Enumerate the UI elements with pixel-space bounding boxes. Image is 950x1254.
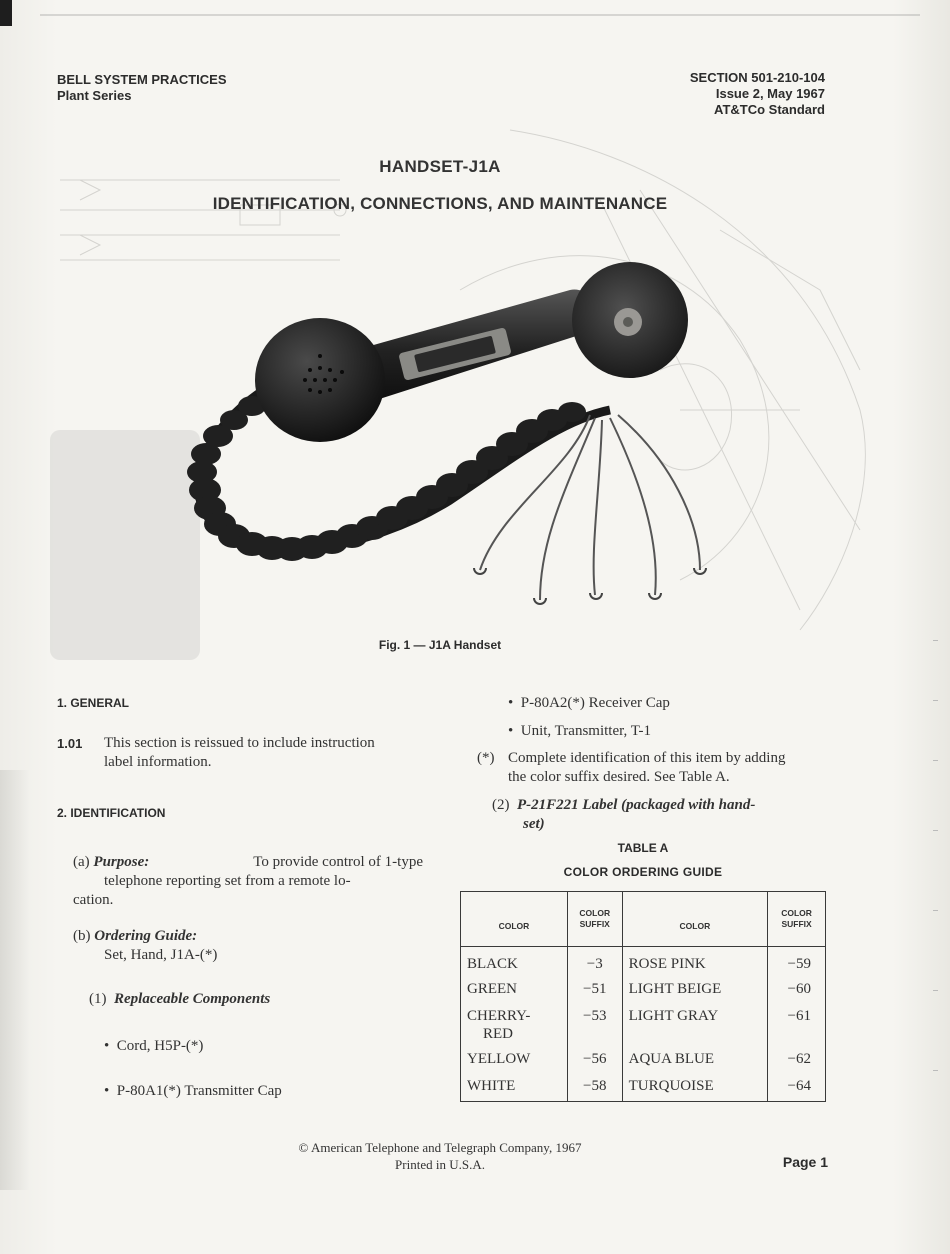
item-ordering-guide bbox=[73, 927, 217, 965]
item-purpose bbox=[73, 853, 423, 910]
column-header: COLOR bbox=[622, 892, 767, 947]
edge-tick bbox=[933, 990, 938, 991]
section-heading-general: 1. GENERAL bbox=[57, 696, 130, 710]
paragraph-line: This section is reissued to include instruction bbox=[104, 735, 375, 751]
color-cell: ROSE PINK bbox=[622, 947, 767, 977]
note-line: the color suffix desired. See Table A. bbox=[508, 769, 730, 785]
item-term: Replaceable Components bbox=[114, 991, 271, 1007]
item-label: (1) bbox=[89, 991, 107, 1007]
item-text: Set, Hand, J1A-(*) bbox=[104, 947, 218, 963]
color-ordering-table bbox=[460, 891, 826, 1102]
item-label: (b) bbox=[73, 928, 91, 944]
edge-tick bbox=[933, 910, 938, 911]
section-number: SECTION 501-210-104 bbox=[689, 70, 825, 85]
component-text: P-80A2(*) Receiver Cap bbox=[520, 695, 670, 711]
component-text: P-80A1(*) Transmitter Cap bbox=[116, 1083, 282, 1099]
color-cell: WHITE bbox=[461, 1073, 568, 1102]
color-cell: CHERRY- RED bbox=[461, 1003, 568, 1046]
label-item bbox=[492, 796, 755, 834]
document-title: HANDSET-J1A bbox=[379, 157, 501, 176]
item-term: P-21F221 Label (packaged with hand- bbox=[517, 797, 756, 813]
item-term: Ordering Guide: bbox=[94, 928, 198, 944]
item-text: telephone reporting set from a remote lo- bbox=[104, 873, 351, 889]
color-cell: AQUA BLUE bbox=[622, 1046, 767, 1073]
edge-tick bbox=[933, 640, 938, 641]
color-cell: LIGHT BEIGE bbox=[622, 976, 767, 1003]
document-subtitle: IDENTIFICATION, CONNECTIONS, AND MAINTENANCE bbox=[212, 194, 668, 213]
handset-photo bbox=[170, 250, 730, 630]
table-row bbox=[461, 976, 826, 1003]
header-right bbox=[690, 70, 825, 118]
table-row bbox=[461, 1003, 826, 1046]
edge-tick bbox=[933, 760, 938, 761]
component-list-item: • Unit, Transmitter, T-1 bbox=[508, 723, 652, 739]
scan-corner-mark bbox=[0, 0, 12, 26]
item-label: (2) bbox=[492, 797, 510, 813]
suffix-cell: −53 bbox=[567, 1003, 622, 1046]
edge-tick bbox=[933, 700, 938, 701]
color-cell: YELLOW bbox=[461, 1046, 568, 1073]
suffix-cell: −56 bbox=[567, 1046, 622, 1073]
edge-tick bbox=[933, 830, 938, 831]
issue-date: Issue 2, May 1967 bbox=[715, 86, 825, 101]
suffix-cell: −62 bbox=[787, 1051, 811, 1067]
paragraph-text bbox=[104, 734, 375, 772]
column-header: COLOR SUFFIX bbox=[567, 892, 622, 947]
replaceable-components-heading bbox=[89, 990, 270, 1009]
table-header-row bbox=[461, 892, 826, 947]
paragraph-number: 1.01 bbox=[57, 736, 83, 751]
suffix-cell: −51 bbox=[567, 976, 622, 1003]
table-title: TABLE A bbox=[617, 841, 669, 855]
figure-caption: Fig. 1 — J1A Handset bbox=[378, 638, 502, 652]
section-heading-identification: 2. IDENTIFICATION bbox=[57, 806, 166, 820]
color-cell: LIGHT GRAY bbox=[622, 1003, 767, 1046]
scan-edge-line bbox=[40, 14, 920, 16]
color-cell: BLACK bbox=[461, 947, 568, 977]
edge-tick bbox=[933, 1070, 938, 1071]
component-text: Unit, Transmitter, T-1 bbox=[520, 723, 652, 739]
series-title: BELL SYSTEM PRACTICES bbox=[57, 72, 227, 87]
color-cell: GREEN bbox=[461, 976, 568, 1003]
standard-label: AT&TCo Standard bbox=[714, 102, 825, 117]
item-text: To provide control of 1-type bbox=[253, 854, 423, 870]
table-subtitle: COLOR ORDERING GUIDE bbox=[563, 865, 723, 879]
printed-line: Printed in U.S.A. bbox=[395, 1157, 485, 1172]
column-header: COLOR bbox=[461, 892, 568, 947]
table-row bbox=[461, 1073, 826, 1102]
page-number: Page 1 bbox=[782, 1154, 828, 1170]
component-list-item: • Cord, H5P-(*) bbox=[104, 1038, 204, 1054]
table-row bbox=[461, 1046, 826, 1073]
note-mark: (*) bbox=[477, 750, 495, 766]
suffix-cell: −59 bbox=[787, 956, 811, 972]
note-line: Complete identification of this item by adding bbox=[508, 750, 786, 766]
copyright-footer bbox=[0, 1139, 880, 1173]
component-list-item: • P-80A2(*) Receiver Cap bbox=[508, 695, 670, 711]
suffix-cell: −64 bbox=[787, 1078, 811, 1094]
column-header: COLOR SUFFIX bbox=[768, 892, 826, 947]
color-suffix-note bbox=[508, 749, 785, 787]
color-cell: TURQUOISE bbox=[622, 1073, 767, 1102]
item-text: cation. bbox=[73, 892, 114, 908]
item-term: set) bbox=[523, 816, 545, 832]
paragraph-line: label information. bbox=[104, 754, 212, 770]
suffix-cell: −61 bbox=[787, 1008, 811, 1024]
header-left bbox=[57, 72, 227, 104]
series-subtitle: Plant Series bbox=[57, 88, 132, 103]
suffix-cell: −60 bbox=[787, 981, 811, 997]
suffix-cell: −3 bbox=[567, 947, 622, 977]
scan-shadow bbox=[0, 770, 30, 1190]
item-term: Purpose: bbox=[93, 854, 150, 870]
item-label: (a) bbox=[73, 854, 90, 870]
suffix-cell: −58 bbox=[567, 1073, 622, 1102]
component-text: Cord, H5P-(*) bbox=[116, 1038, 204, 1054]
table-row bbox=[461, 947, 826, 977]
component-list-item: • P-80A1(*) Transmitter Cap bbox=[104, 1083, 282, 1099]
copyright-line: © American Telephone and Telegraph Company, 1967 bbox=[298, 1140, 582, 1155]
